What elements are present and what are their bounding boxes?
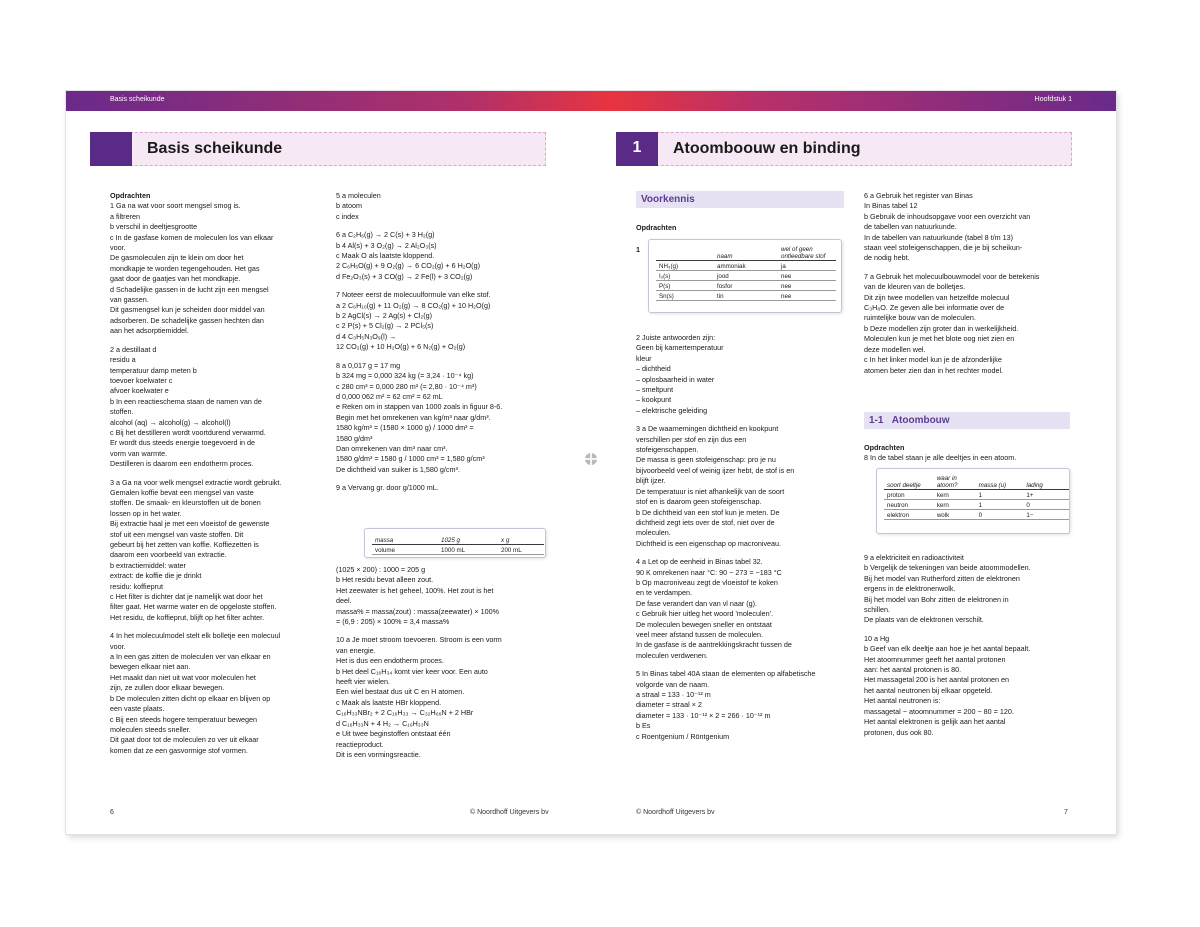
book-spread (66, 91, 1116, 834)
text-line (336, 475, 550, 483)
text-line: diameter = 133 · 10⁻¹² × 2 = 266 · 10⁻¹² m (636, 710, 771, 720)
table-q9-cell: massa (372, 535, 438, 545)
left-footer-copyright: © Noordhoff Uitgevers bv (470, 809, 549, 816)
table-q1-cell: ja (778, 261, 836, 271)
text-line (636, 416, 850, 424)
text-line: dichtheid zegt iets over de stof, niet over de (636, 517, 775, 527)
text-line: deel. (336, 596, 352, 606)
text-line: b In een reactieschema staan de namen van de (110, 396, 262, 406)
table-q8-cell: neutron (884, 500, 934, 510)
text-line: De temperatuur is niet afhankelijk van de soort (636, 486, 785, 496)
text-line: Het aantal neutronen is: (864, 696, 941, 706)
text-line: b Vergelijk de tekeningen van beide atoommodellen. (864, 563, 1031, 573)
table-q1 (648, 239, 842, 313)
text-line: adsorberen. De schadelijke gassen hechten dan (110, 315, 264, 325)
text-line: een vaste plaats. (110, 704, 165, 714)
text-line: = (6,9 : 205) × 100% = 3,4 massa% (336, 617, 450, 627)
text-line: van energie. (336, 645, 376, 655)
text-line: Bij het model van Rutherford zitten de elektronen (864, 573, 1020, 583)
text-line (864, 626, 1078, 634)
text-line: Het is dus een endotherm proces. (336, 656, 444, 666)
table-q1-cell: P(s) (656, 281, 714, 291)
text-line: stoffen. De smaak- en kleurstoffen uit de bonen (110, 498, 261, 508)
text-line: vorm van warmte. (110, 448, 168, 458)
text-line: aan het adsorptiemiddel. (110, 326, 189, 336)
text-line: a 2 C₆H₁₀(g) + 11 O₂(g) → 8 CO₂(g) + 10 H₂O(g) (336, 300, 491, 310)
text-line: – oplosbaarheid in water (636, 374, 715, 384)
text-line: blijft ijzer. (636, 476, 666, 486)
table-q8-cell: 0 (976, 510, 1024, 520)
table-q1-cell: wel of geen ontleedbare stof (778, 246, 836, 261)
table-q1-cell: Sn(s) (656, 291, 714, 301)
text-line: gaat door de gaatjes van het mondkapje. (110, 274, 241, 284)
text-line: (1025 × 200) : 1000 = 205 g (336, 565, 426, 574)
text-line: Het massagetal 200 is het aantal protonen en (864, 675, 1010, 685)
right-footer-copyright: © Noordhoff Uitgevers bv (636, 809, 715, 816)
text-line: c In het linker model kun je de afzonderlijke (864, 355, 1002, 365)
text-line: b Gebruik de inhoudsopgave voor een overzicht van (864, 211, 1031, 221)
text-line: massagetal − atoomnummer = 200 − 80 = 120. (864, 706, 1014, 716)
text-line: 6 a C₂H₆(g) → 2 C(s) + 3 H₂(g) (336, 230, 435, 240)
text-line: stof uit een mengsel van vaste stoffen. Dit (110, 529, 244, 539)
right-page-number: 7 (1064, 809, 1068, 816)
text-line: In de tabellen van natuurkunde (tabel 8 t/m 13) (864, 232, 1014, 242)
text-line: b verschil in deeltjesgrootte (110, 222, 198, 232)
table-q1-cell: jood (714, 271, 778, 281)
text-line: 4 In het molecuulmodel stelt elk bolletje een molecuul (110, 631, 281, 641)
table-q8-cell: 1− (1023, 510, 1069, 520)
text-line: b Es (636, 721, 651, 731)
right-page-title: Atoomboouw en binding (673, 140, 861, 157)
text-line: komen dat ze een gasvormige stof vormen. (110, 745, 248, 755)
right-column-2-q8 (864, 443, 1078, 464)
text-line: De massa is geen stofeigenschap: pro je nu (636, 455, 776, 465)
table-q1-cell: fosfor (714, 281, 778, 291)
table-q8-cell: soort deeltje (884, 475, 934, 490)
table-q1-cell: nee (778, 271, 836, 281)
table-q8-cell: waar in atoom? (934, 475, 976, 490)
text-line: c 2 P(s) + 5 Cl₂(g) → 2 PCl₅(s) (336, 321, 434, 331)
text-line: temperatuur damp meten b (110, 365, 197, 375)
text-line: Destilleren is daarom een endotherm proces. (110, 459, 254, 469)
text-line: moleculen. (636, 528, 671, 538)
text-line: 9 a elektriciteit en radioactiviteit (864, 553, 964, 562)
chapter-number: 1 (632, 139, 642, 156)
text-line: aan: het aantal protonen is 80. (864, 665, 962, 675)
text-line: voor. (110, 243, 126, 253)
text-line (336, 627, 550, 635)
text-line: schillen. (864, 605, 890, 615)
text-line: 6 a Gebruik het register van Binas (864, 191, 973, 200)
text-line: C₁₆H₃₃NBr₂ + 2 C₁₆H₃₃ → C₃₂H₆₆N + 2 HBr (336, 708, 474, 718)
text-line: protonen, dus ook 80. (864, 727, 934, 737)
text-line: Bij extractie haal je met een vloeistof de gewenste (110, 519, 270, 529)
text-line: 10 a Hg (864, 633, 890, 643)
table-q1-cell: tin (714, 291, 778, 301)
table-q8-cell: elektron (884, 510, 934, 520)
text-line: atomen beter zien dan in het rechter model. (864, 365, 1004, 375)
text-line (110, 470, 324, 478)
text-line: bewegen elkaar niet aan. (110, 662, 191, 672)
text-line: alcohol (aq) → alcohol(g) → alcohol(l) (110, 417, 231, 427)
text-line: diameter = straal × 2 (636, 700, 702, 710)
text-line: De plaats van de elektronen verschilt. (864, 615, 984, 625)
text-line: volgorde van de naam. (636, 679, 710, 689)
text-line: residu: koffieprut (110, 581, 164, 591)
table-q8-cell: 1+ (1023, 490, 1069, 500)
text-line: Er wordt dus steeds energie toegevoerd in de (110, 438, 256, 448)
text-line: b Op macroniveau zegt de vloeistof te koken (636, 577, 778, 587)
text-line: b 4 Al(s) + 3 O₂(g) → 2 Al₂O₃(s) (336, 240, 437, 250)
text-line: Begin met het omrekenen van kg/m³ naar g/dm³. (336, 412, 491, 422)
table-q9-cell: 1025 g (438, 535, 498, 545)
text-line: veel meer afstand tussen de moleculen. (636, 629, 764, 639)
text-line: Moleculen kun je met het blote oog niet zien en (864, 334, 1015, 344)
text-line: deze modellen wel. (864, 344, 926, 354)
table-q8-cell: wolk (934, 510, 976, 520)
text-line: – elektrische geleiding (636, 405, 708, 415)
text-line: heeft vier wielen. (336, 677, 390, 687)
text-line (636, 661, 850, 669)
text-line: De fase verandert dan van vl naar (g). (636, 598, 758, 608)
header-right-label: Hoofdstuk 1 (1034, 96, 1072, 103)
text-line: b 324 mg = 0,000 324 kg (= 3,24 · 10⁻⁴ kg) (336, 371, 474, 381)
table-q1-cell: I₂(s) (656, 271, 714, 281)
text-line (110, 337, 324, 345)
text-line: In Binas tabel 12 (864, 201, 918, 211)
table-q8-cell: kern (934, 490, 976, 500)
text-line: Gemalen koffie bevat een mengsel van vaste (110, 487, 254, 497)
text-line: staan veel stofeigenschappen, die je bij scheikun- (864, 243, 1023, 253)
text-line: c In de gasfase komen de moleculen los van elkaar (110, 232, 274, 242)
text-line: 5 In Binas tabel 40A staan de elementen op alfabetische (636, 669, 816, 679)
table-q9 (364, 528, 546, 558)
table-q1-cell: NH₃(g) (656, 261, 714, 271)
text-line: 8 a 0,017 g = 17 mg (336, 360, 401, 370)
text-line: kleur (636, 353, 652, 363)
table-q1-cell: nee (778, 281, 836, 291)
section-name: Atoombouw (891, 415, 950, 426)
text-line (110, 623, 324, 631)
header-left-label: Basis scheikunde (110, 96, 165, 103)
left-chapter-tab (90, 132, 132, 166)
right-chapter-tab (616, 132, 658, 166)
text-line: extract: de koffie die je drinkt (110, 571, 202, 581)
text-line: zijn, ze zullen door elkaar bewegen. (110, 683, 225, 693)
left-column-2-bottom (336, 565, 550, 760)
text-line: Dit is een vormingsreactie. (336, 749, 421, 759)
text-line: Het atoomnummer geeft het aantal protonen (864, 654, 1006, 664)
text-line: Het zeewater is het geheel, 100%. Het zout is het (336, 585, 494, 595)
right-column-1 (636, 333, 850, 742)
table-q9-cell: 200 mL (498, 545, 544, 555)
text-line: Het aantal elektronen is gelijk aan het aantal (864, 717, 1006, 727)
text-line: a filtreren (110, 211, 140, 221)
section-voorkennis-title: Voorkennis (641, 194, 695, 205)
text-line: moleculen verdwenen. (636, 650, 708, 660)
text-line: en te verdampen. (636, 588, 692, 598)
text-line: 8 In de tabel staan je alle deeltjes in een atoom. (864, 453, 1017, 463)
table-q8-cell: 1 (976, 500, 1024, 510)
text-line: c Het filter is dichter dat je namelijk wat door het (110, 592, 263, 602)
gutter-register-mark (585, 453, 597, 465)
text-line: c 280 cm³ = 0,000 280 m³ (= 2,80 · 10⁻⁴ m³) (336, 381, 477, 391)
text-line: Dichtheid is een eigenschap op macroniveau. (636, 538, 782, 548)
table-q8-cell: kern (934, 500, 976, 510)
text-line: stofeigenschappen. (636, 445, 699, 455)
text-line: d C₁₆H₃₃N + 4 H₂ → C₁₆H₃₃N (336, 718, 429, 728)
section-atoombouw-title (869, 415, 950, 426)
text-line: b Het deel C₁₆H₃₄ komt vier keer voor. Een auto (336, 666, 488, 676)
text-line: b Deze modellen zijn groter dan in werkelijkheid. (864, 323, 1019, 333)
text-line: c Maak O als laatste kloppend. (336, 251, 435, 261)
text-line: Geen bij kamertemperatuur (636, 343, 724, 353)
text-line: Opdrachten (864, 443, 905, 452)
left-page-title: Basis scheikunde (147, 140, 283, 157)
text-line: d Schadelijke gassen in de lucht zijn een mengsel (110, 284, 269, 294)
table-q1-cell: naam (714, 246, 778, 261)
right-chapter-header (616, 132, 1072, 166)
text-line: lossen op in het water. (110, 508, 182, 518)
text-line: b 2 AgCl(s) → 2 Ag(s) + Cl₂(g) (336, 311, 433, 321)
text-line: – kookpunt (636, 395, 672, 405)
text-line: 2 Juiste antwoorden zijn: (636, 333, 716, 342)
text-line: van gassen. (110, 295, 149, 305)
text-line: d Fe₂O₃(s) + 3 CO(g) → 2 Fe(l) + 3 CO₂(g) (336, 271, 473, 281)
table-q9-cell: 1000 mL (438, 545, 498, 555)
table-q8-cell: 1 (976, 490, 1024, 500)
text-line: 5 a moleculen (336, 191, 381, 200)
text-line: d 4 C₃H₅N₃O₉(l) → (336, 331, 397, 341)
text-line: Bij het model van Bohr zitten de elektronen in (864, 594, 1009, 604)
text-line: Een wiel bestaat dus uit C en H atomen. (336, 687, 465, 697)
text-line: toevoer koelwater c (110, 375, 173, 385)
question-1-number: 1 (636, 245, 640, 254)
left-column-1 (110, 191, 324, 756)
table-q1-cell (656, 246, 714, 261)
text-line: de nodig hebt. (864, 253, 910, 263)
text-line: het aantal neutronen bij elkaar opgeteld. (864, 685, 993, 695)
text-line (864, 264, 1078, 272)
text-line: stoffen. (110, 407, 134, 417)
text-line: reactieproduct. (336, 739, 384, 749)
right-column-2-top (864, 191, 1078, 376)
text-line: b extractiemiddel: water (110, 560, 186, 570)
text-line: afvoer koelwater e (110, 386, 169, 396)
text-line: d 0,000 062 m² = 62 cm² = 62 mL (336, 391, 443, 401)
text-line: Het residu, de koffieprut, blijft op het filter achter. (110, 612, 265, 622)
right-column-2-bottom (864, 553, 1078, 738)
text-line: van de kleuren van de bolletjes. (864, 282, 966, 292)
text-line (336, 222, 550, 230)
text-line: e Uit twee beginstoffen ontstaat één (336, 729, 451, 739)
table-q1-cell: ammoniak (714, 261, 778, 271)
text-line: c Gebruik hier uitleg het woord 'moleculen'. (636, 609, 773, 619)
text-line: verschillen per stof en zijn dus een (636, 434, 747, 444)
text-line: c index (336, 211, 359, 221)
text-line (636, 549, 850, 557)
text-line: 1 Ga na wat voor soort mengsel smog is. (110, 201, 241, 211)
text-line: 12 CO₂(g) + 10 H₂O(g) + 6 N₂(g) + O₂(g) (336, 342, 466, 352)
text-line: Dan omrekenen van dm³ naar cm³. (336, 443, 448, 453)
text-line: 1580 g/dm³ (336, 433, 373, 443)
text-line: b atoom (336, 201, 362, 211)
text-line: b De dichtheid van een stof kun je meten. De (636, 507, 780, 517)
text-line: bijvoorbeeld veel of weinig ijzer hebt, de stof is en (636, 465, 795, 475)
text-line: a In een gas zitten de moleculen ver van elkaar en (110, 652, 271, 662)
text-line: 9 a Vervang gr. door g/1000 mL. (336, 483, 439, 493)
text-line: De gasmoleculen zijn te klein om door het (110, 253, 244, 263)
text-line: Dit gaat door tot de moleculen zo ver uit elkaar (110, 735, 259, 745)
opdrachten-label: Opdrachten (636, 223, 677, 232)
text-line: 2 a destillaat d (110, 344, 157, 354)
text-line: ruimtelijke bouw van de moleculen. (864, 313, 976, 323)
text-line: b Het residu bevat alleen zout. (336, 575, 434, 585)
text-line: 10 a Je moet stroom toevoeren. Stroom is een vorm (336, 635, 502, 645)
table-q1-cell: nee (778, 291, 836, 301)
table-q8-cell: 0 (1023, 500, 1069, 510)
text-line: 7 Noteer eerst de molecuulformule van elke stof. (336, 290, 491, 300)
table-q8-cell: lading (1023, 475, 1069, 490)
text-line (336, 282, 550, 290)
left-column-2-top (336, 191, 550, 494)
left-chapter-header (90, 132, 546, 166)
section-number: 1-1 (869, 415, 884, 426)
text-line: b Geef van elk deeltje aan hoe je het aantal bepaalt. (864, 644, 1031, 654)
text-line: daarom een voorbeeld van extractie. (110, 550, 227, 560)
text-line: de tabellen van natuurkunde. (864, 222, 957, 232)
text-line: c Maak als laatste HBr kloppend. (336, 697, 442, 707)
text-line: massa% = massa(zout) : massa(zeewater) × 100% (336, 606, 499, 616)
text-line: moleculen steeds sneller. (110, 724, 191, 734)
table-q8-cell: massa (u) (976, 475, 1024, 490)
text-line: De moleculen bewegen sneller en ontstaat (636, 619, 772, 629)
table-q8 (876, 468, 1070, 534)
text-line: mondkapje te worden tegengehouden. Het gas (110, 263, 260, 273)
text-line: residu a (110, 355, 136, 365)
text-line: e Reken om in stappen van 1000 zoals in figuur 8-6. (336, 402, 503, 412)
text-line: – smeltpunt (636, 385, 674, 395)
text-line: ergens in de elektronenwolk. (864, 584, 956, 594)
table-q8-cell: proton (884, 490, 934, 500)
text-line: voor. (110, 641, 126, 651)
section-atoombouw (864, 412, 1070, 429)
text-line: 1580 kg/m³ = (1580 × 1000 g) / 1000 dm³ = (336, 423, 474, 433)
text-line: Dit zijn twee modellen van hetzelfde molecuul (864, 292, 1010, 302)
text-line: 4 a Let op de eenheid in Binas tabel 32. (636, 557, 763, 567)
text-line: C₃H₈O. Ze geven alle bei informatie over de (864, 303, 1005, 313)
text-line: Het maakt dan niet uit wat voor moleculen het (110, 672, 256, 682)
text-line (336, 353, 550, 361)
text-line: De dichtheid van suiker is 1,580 g/cm³. (336, 464, 460, 474)
text-line: c Bij het destilleren wordt voortdurend verwarmd. (110, 427, 266, 437)
text-line: 7 a Gebruik het molecuulbouwmodel voor de betekenis (864, 271, 1040, 281)
text-line: 3 a Ga na voor welk mengsel extractie wordt gebruikt. (110, 477, 282, 487)
text-line: 2 C₆H₅O(g) + 9 O₂(g) → 6 CO₂(g) + 6 H₂O(g) (336, 261, 480, 271)
text-line: c Roentgenium / Röntgenium (636, 731, 730, 741)
table-q9-cell: x g (498, 535, 544, 545)
text-line: 90 K omrekenen naar °C: 90 − 273 = −183 °C (636, 567, 782, 577)
table-q9-cell: volume (372, 545, 438, 555)
text-line: a straal = 133 · 10⁻¹² m (636, 690, 711, 699)
text-line: – dichtheid (636, 364, 671, 374)
text-line: Dit gasmengsel kun je scheiden door middel van (110, 305, 265, 315)
text-line: b De moleculen zitten dicht op elkaar en blijven op (110, 693, 271, 703)
text-line: gebeurt bij het zetten van koffie. Koffiezetten is (110, 540, 259, 549)
text-line: 3 a De waarnemingen dichtheid en kookpunt (636, 424, 779, 434)
left-page-number: 6 (110, 809, 114, 816)
header-band (66, 91, 1116, 111)
text-line: In de gasfase is de aantrekkingskracht tussen de (636, 640, 792, 650)
text-line: c Bij een steeds hogere temperatuur bewegen (110, 714, 258, 724)
text-line: filter gaat. Het warme water en de opgeloste stoffen. (110, 602, 277, 612)
text-line: Opdrachten (110, 191, 151, 200)
section-voorkennis (636, 191, 844, 208)
text-line: 1580 g/dm³ = 1580 g / 1000 cm³ = 1,580 g/cm³ (336, 454, 485, 464)
text-line: stof en is daarom geen stofeigenschap. (636, 497, 762, 507)
